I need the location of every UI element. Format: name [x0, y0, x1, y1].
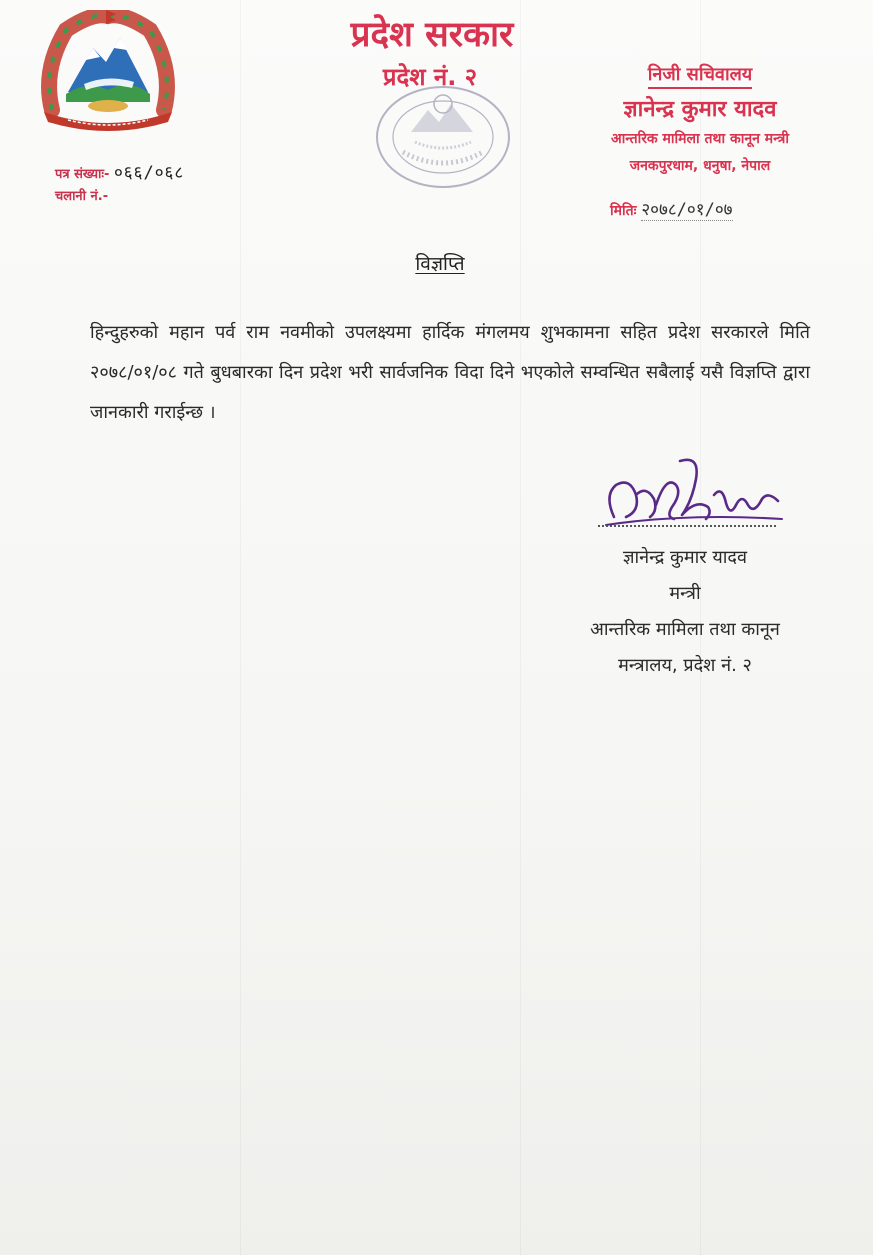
signatory-ministry-line2: मन्त्रालय, प्रदेश नं. २ — [618, 655, 752, 676]
paper-fold-line — [240, 0, 241, 1255]
signature-dotted-line — [598, 525, 776, 527]
paper-fold-line — [520, 0, 521, 1255]
office-name: निजी सचिवालय — [648, 62, 753, 89]
notice-paragraph: हिन्दुहरुको महान पर्व राम नवमीको उपलक्ष्यमा हार्दिक मंगलमय शुभकामना सहित प्रदेश सरकारले मिति २०७८/०१/०८ गते बुधबारका दिन प्रदेश भरी सार्वजनिक विदा दिने भएकोले सम्वन्धित सबैलाई यसै विज्ञप्ति द्वारा जानकारी गराईन्छ । — [90, 322, 810, 423]
signatory-title: मन्त्री — [669, 583, 701, 604]
date-value: २०७८/०१/०७ — [641, 200, 733, 220]
secretariat-header — [560, 62, 840, 175]
minister-name-header: ज्ञानेन्द्र कुमार यादव — [623, 97, 777, 122]
date-label: मितिः — [610, 203, 637, 219]
signatory-ministry-line1: आन्तरिक मामिला तथा कानून — [590, 619, 780, 640]
minister-post-header: आन्तरिक मामिला तथा कानून मन्त्री — [610, 131, 790, 147]
letter-number-value: ०६६/०६८ — [113, 163, 185, 183]
signatory-name: ज्ञानेन्द्र कुमार यादव — [622, 547, 748, 568]
date-line — [610, 197, 733, 220]
notice-title: विज्ञप्ति — [415, 253, 465, 275]
letter-number-line — [55, 160, 184, 183]
dispatch-number-line — [55, 186, 108, 204]
notice-body — [90, 313, 810, 433]
official-seal-stamp — [373, 82, 513, 192]
government-title: प्रदेश सरकार — [350, 15, 514, 55]
dispatch-number-label: चलानी नं.- — [55, 189, 109, 204]
handwritten-signature — [596, 455, 786, 535]
signatory-block — [555, 540, 815, 684]
province-number: प्रदेश नं. २ — [382, 63, 478, 91]
letter-number-label: पत्र संख्याः- — [55, 167, 110, 182]
nepal-emblem-icon — [38, 10, 178, 134]
office-address: जनकपुरधाम, धनुषा, नेपाल — [629, 158, 771, 174]
